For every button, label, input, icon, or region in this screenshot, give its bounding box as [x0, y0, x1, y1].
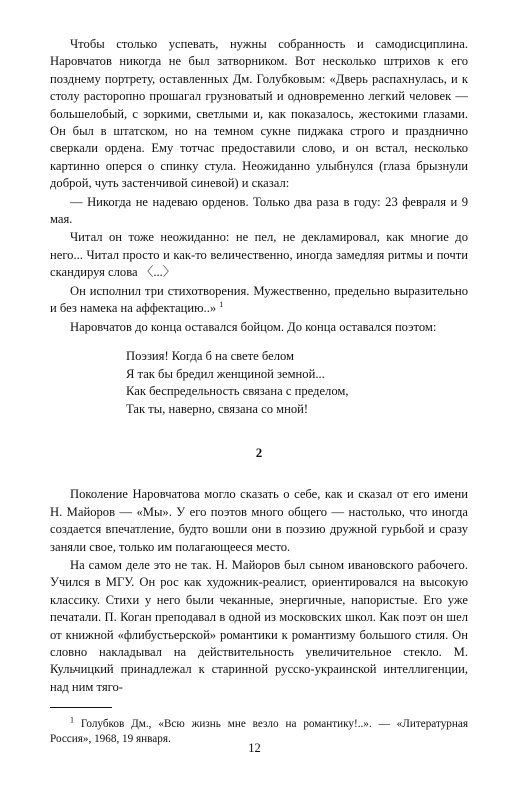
footnote-divider	[50, 707, 112, 708]
poem-quote	[126, 348, 468, 418]
paragraph: Наровчатов до конца оставался бойцом. До конца оставался поэтом:	[70, 319, 437, 334]
poem-line: Я так бы бредил женщиной земной...	[126, 366, 325, 381]
poem-line: Как беспредельность связана с пределом,	[126, 384, 349, 399]
poem-line: Так ты, наверно, связана со мной!	[126, 401, 309, 416]
paragraph-with-footnote	[50, 283, 468, 318]
section-number: 2	[255, 445, 263, 461]
page-number: 12	[248, 741, 261, 755]
paragraph: — Никогда не надеваю орденов. Только два раза в году: 23 февраля и 9 мая.	[50, 194, 468, 227]
footnote-reference: 1	[219, 299, 224, 309]
paragraph: На самом деле это не так. Н. Майоров был сыном ивановского рабочего. Учился в МГУ. Он рос как художник-реалист, ориентировался на высокую классику. Стихи у него были чеканные, энергичные, напористые. Его уже печатали. П. Коган преподавал в одной из московских школ. Как поэт он шел от книжной «флибустьерской» романтики к романтизму большого стиля. Он словно накладывал на действительность увеличительное стекло. М. Кульчицкий принадлежал к старинной русско-украинской интеллигенции, над ним тяго-	[50, 557, 468, 694]
paragraph-text: Он исполнил три стихотворения. Мужественно, предельно выразительно и без намека на аффектацию..»	[50, 283, 468, 316]
footnote-text: Голубков Дм., «Всю жизнь мне везло на романтику!..». — «Литературная Россия», 1968, 19 января.	[50, 718, 468, 746]
book-page	[50, 36, 468, 747]
poem-line: Поэзия! Когда б на свете белом	[126, 348, 295, 363]
footnote-marker: 1	[70, 715, 74, 725]
paragraph: Чтобы столько успевать, нужны собранность и самодисциплина. Наровчатов никогда не был затворником. Вот несколько штрихов к его позднему портрету, оставленных Дм. Голубковым: «Дверь распахнулась, и к столу расторопно прошагал грузноватый и одновременно легкий человек — большелобый, с зоркими, светлыми и, как показалось, жестокими глазами. Он был в штатском, но на темном сукне пиджака строго и празднично сверкали ордена. Ему тотчас предоставили слово, и он встал, несколько картинно оперся о спинку стула. Неожиданно улыбнулся (глаза брызнули доброй, чуть застенчивой синевой) и сказал:	[50, 37, 468, 191]
paragraph: Читал он тоже неожиданно: не пел, не декламировал, как многие до него... Читал просто и как-то величественно, иногда замедляя ритмы и почти скандируя слова 〈...〉	[50, 230, 468, 280]
paragraph: Поколение Наровчатова могло сказать о себе, как и сказал от его имени Н. Майоров — «Мы». У его поэтов много общего — настолько, что иногда создается впечатление, будто вошли они в поэзию дружной гурьбой и сразу заняли свое, только им полагающееся место.	[50, 487, 468, 554]
